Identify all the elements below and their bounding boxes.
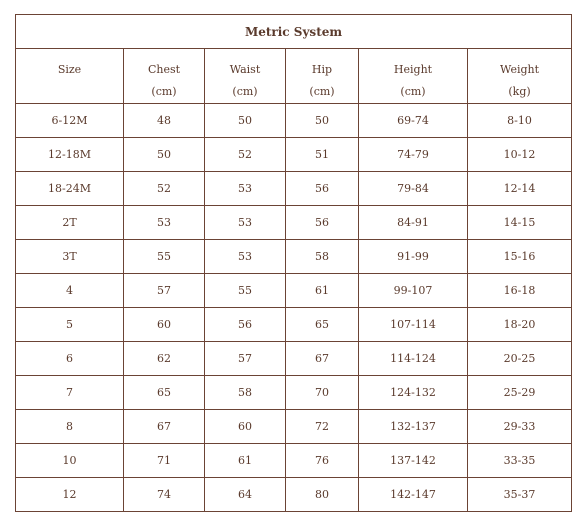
cell-weight: 29-33 xyxy=(468,410,572,444)
cell-waist: 61 xyxy=(205,444,286,478)
cell-weight: 16-18 xyxy=(468,274,572,308)
cell-height: 132-137 xyxy=(359,410,468,444)
cell-weight: 10-12 xyxy=(468,138,572,172)
cell-size: 7 xyxy=(16,376,124,410)
cell-waist: 50 xyxy=(205,104,286,138)
header-row xyxy=(16,49,572,104)
cell-height: 69-74 xyxy=(359,104,468,138)
column-header-chest: Chest (cm) xyxy=(124,49,205,104)
cell-hip: 56 xyxy=(286,172,359,206)
cell-waist: 53 xyxy=(205,240,286,274)
cell-hip: 70 xyxy=(286,376,359,410)
size-chart-table xyxy=(15,14,572,512)
cell-hip: 50 xyxy=(286,104,359,138)
cell-chest: 67 xyxy=(124,410,205,444)
cell-chest: 74 xyxy=(124,478,205,512)
cell-hip: 67 xyxy=(286,342,359,376)
cell-chest: 52 xyxy=(124,172,205,206)
cell-chest: 71 xyxy=(124,444,205,478)
column-header-size: Size xyxy=(16,49,124,104)
cell-hip: 61 xyxy=(286,274,359,308)
cell-weight: 12-14 xyxy=(468,172,572,206)
cell-hip: 56 xyxy=(286,206,359,240)
cell-waist: 64 xyxy=(205,478,286,512)
table-row xyxy=(16,274,572,308)
cell-chest: 55 xyxy=(124,240,205,274)
table-row xyxy=(16,478,572,512)
cell-height: 124-132 xyxy=(359,376,468,410)
cell-size: 18-24M xyxy=(16,172,124,206)
cell-weight: 35-37 xyxy=(468,478,572,512)
table-row xyxy=(16,172,572,206)
cell-waist: 55 xyxy=(205,274,286,308)
cell-hip: 51 xyxy=(286,138,359,172)
cell-height: 142-147 xyxy=(359,478,468,512)
cell-size: 2T xyxy=(16,206,124,240)
cell-size: 4 xyxy=(16,274,124,308)
column-header-height: Height (cm) xyxy=(359,49,468,104)
cell-size: 10 xyxy=(16,444,124,478)
cell-size: 6-12M xyxy=(16,104,124,138)
cell-hip: 76 xyxy=(286,444,359,478)
cell-weight: 15-16 xyxy=(468,240,572,274)
cell-hip: 72 xyxy=(286,410,359,444)
cell-waist: 53 xyxy=(205,172,286,206)
table-row xyxy=(16,376,572,410)
cell-height: 114-124 xyxy=(359,342,468,376)
cell-waist: 58 xyxy=(205,376,286,410)
cell-waist: 60 xyxy=(205,410,286,444)
cell-weight: 33-35 xyxy=(468,444,572,478)
cell-weight: 14-15 xyxy=(468,206,572,240)
cell-waist: 56 xyxy=(205,308,286,342)
table-row xyxy=(16,308,572,342)
cell-waist: 52 xyxy=(205,138,286,172)
column-header-hip: Hip (cm) xyxy=(286,49,359,104)
cell-height: 74-79 xyxy=(359,138,468,172)
cell-size: 6 xyxy=(16,342,124,376)
table-row xyxy=(16,104,572,138)
cell-waist: 53 xyxy=(205,206,286,240)
cell-waist: 57 xyxy=(205,342,286,376)
cell-height: 99-107 xyxy=(359,274,468,308)
cell-hip: 80 xyxy=(286,478,359,512)
cell-hip: 65 xyxy=(286,308,359,342)
cell-size: 8 xyxy=(16,410,124,444)
table-row xyxy=(16,206,572,240)
cell-size: 5 xyxy=(16,308,124,342)
cell-chest: 48 xyxy=(124,104,205,138)
cell-height: 107-114 xyxy=(359,308,468,342)
table-row xyxy=(16,342,572,376)
cell-weight: 18-20 xyxy=(468,308,572,342)
table-row xyxy=(16,410,572,444)
cell-weight: 25-29 xyxy=(468,376,572,410)
table-row xyxy=(16,240,572,274)
cell-chest: 62 xyxy=(124,342,205,376)
table-row xyxy=(16,444,572,478)
cell-size: 12-18M xyxy=(16,138,124,172)
table-row xyxy=(16,138,572,172)
column-header-waist: Waist (cm) xyxy=(205,49,286,104)
cell-chest: 65 xyxy=(124,376,205,410)
table-body xyxy=(16,104,572,512)
cell-chest: 53 xyxy=(124,206,205,240)
cell-hip: 58 xyxy=(286,240,359,274)
cell-chest: 60 xyxy=(124,308,205,342)
cell-weight: 8-10 xyxy=(468,104,572,138)
cell-height: 91-99 xyxy=(359,240,468,274)
cell-size: 12 xyxy=(16,478,124,512)
cell-height: 79-84 xyxy=(359,172,468,206)
cell-weight: 20-25 xyxy=(468,342,572,376)
cell-size: 3T xyxy=(16,240,124,274)
table-title: Metric System xyxy=(16,15,572,49)
cell-chest: 57 xyxy=(124,274,205,308)
cell-chest: 50 xyxy=(124,138,205,172)
cell-height: 137-142 xyxy=(359,444,468,478)
column-header-weight: Weight (kg) xyxy=(468,49,572,104)
cell-height: 84-91 xyxy=(359,206,468,240)
